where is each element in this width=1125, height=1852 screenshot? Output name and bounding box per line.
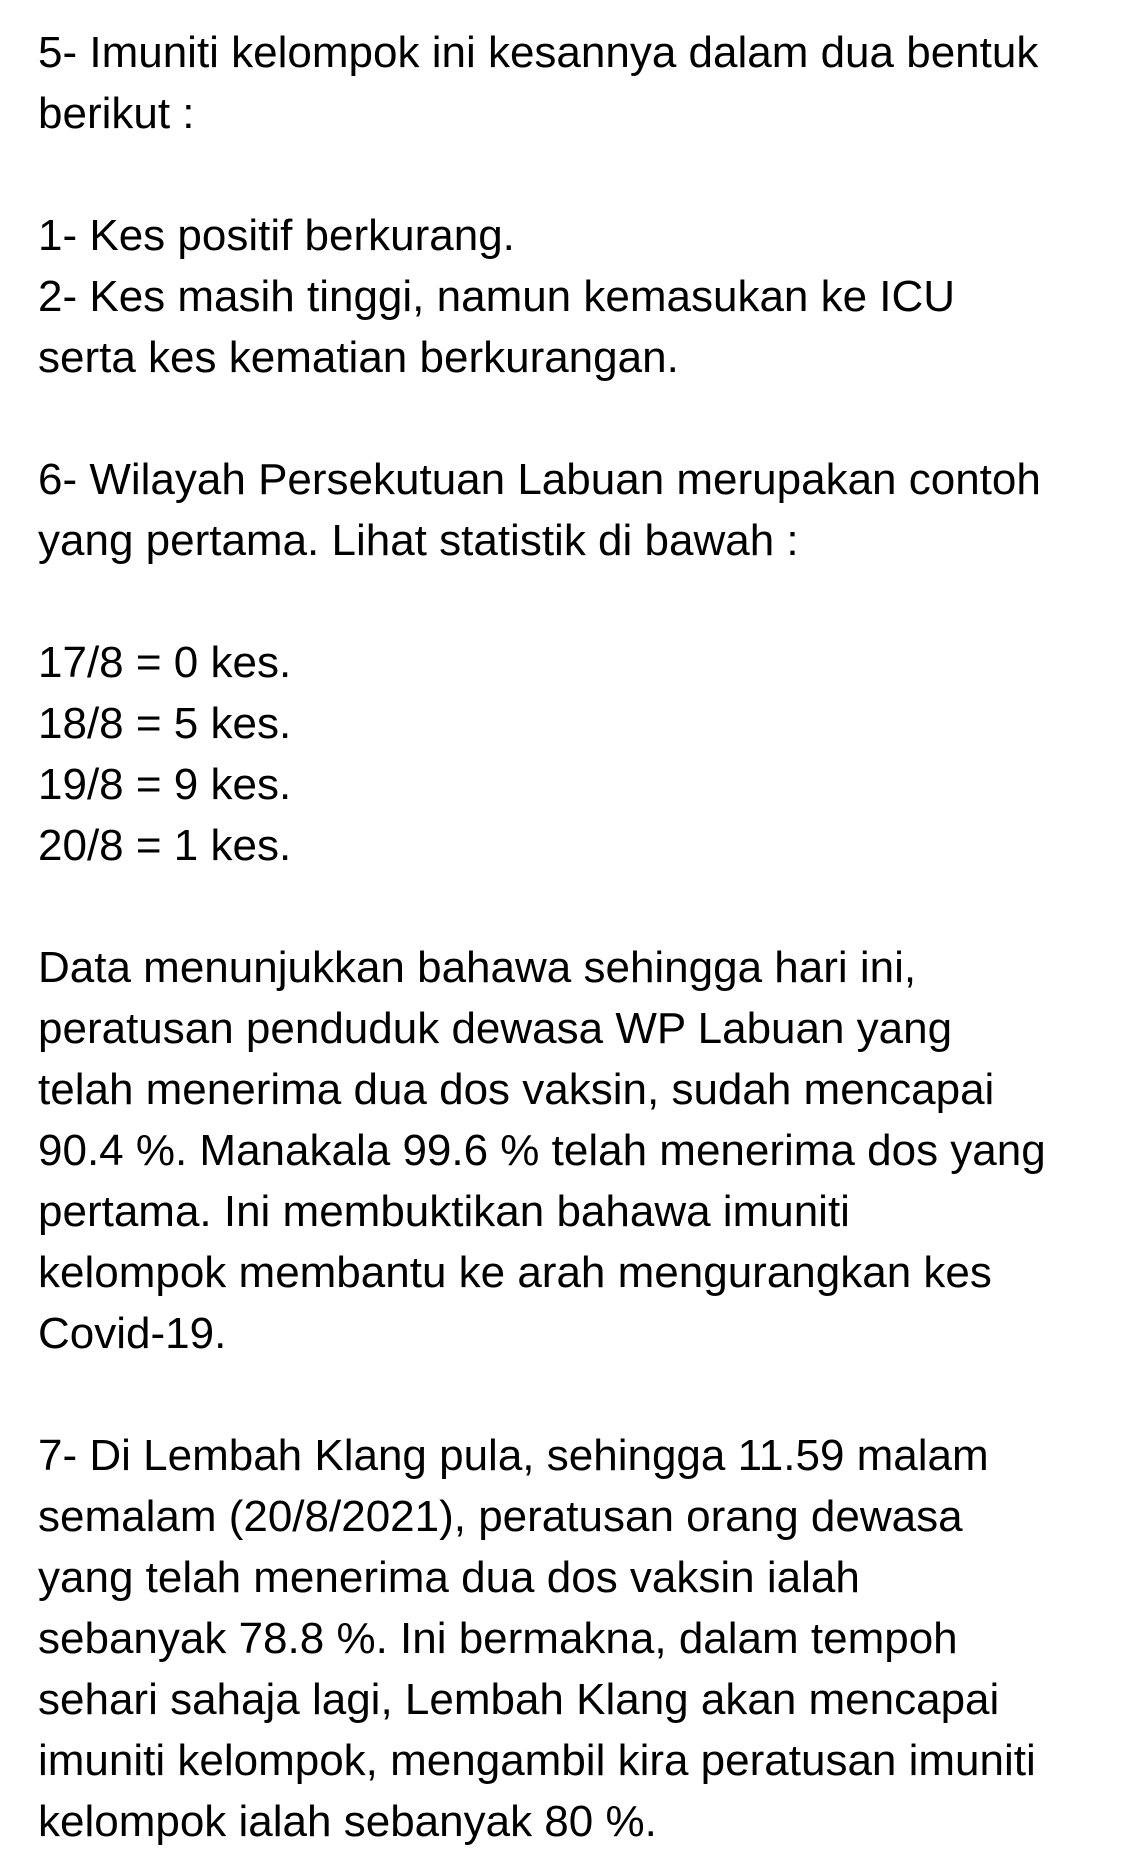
text-line: 7- Di Lembah Klang pula, sehingga 11.59 malam [38, 1431, 989, 1480]
text-line: 1- Kes positif berkurang. [38, 211, 515, 260]
text-line: 90.4 %. Manakala 99.6 % telah menerima dos yang [38, 1126, 1046, 1175]
text-line: serta kes kematian berkurangan. [38, 333, 679, 382]
text-line: berikut : [38, 89, 195, 138]
document-body [38, 22, 1098, 1852]
text-line: yang telah menerima dua dos vaksin ialah [38, 1553, 860, 1602]
paragraph-point-6 [38, 449, 1098, 571]
statistic-line: 19/8 = 9 kes. [38, 760, 292, 809]
text-line: Data menunjukkan bahawa sehingga hari ini, [38, 943, 917, 992]
paragraph-gap [38, 388, 1098, 449]
paragraph-gap [38, 144, 1098, 205]
paragraph-point-5 [38, 22, 1098, 144]
text-line: imuniti kelompok, mengambil kira peratusan imuniti [38, 1736, 1036, 1785]
text-line: Covid-19. [38, 1309, 227, 1358]
text-line: kelompok ialah sebanyak 80 %. [38, 1797, 657, 1846]
text-line: 5- Imuniti kelompok ini kesannya dalam dua bentuk [38, 28, 1039, 77]
text-line: telah menerima dua dos vaksin, sudah mencapai [38, 1065, 995, 1114]
paragraph-labuan-data [38, 937, 1098, 1364]
text-line: sebanyak 78.8 %. Ini bermakna, dalam tempoh [38, 1614, 958, 1663]
paragraph-gap [38, 571, 1098, 632]
text-line: kelompok membantu ke arah mengurangkan kes [38, 1248, 992, 1297]
paragraph-point-7 [38, 1425, 1098, 1852]
text-line: yang pertama. Lihat statistik di bawah : [38, 516, 799, 565]
text-line: 2- Kes masih tinggi, namun kemasukan ke ICU [38, 272, 956, 321]
statistic-line: 20/8 = 1 kes. [38, 821, 292, 870]
text-line: pertama. Ini membuktikan bahawa imuniti [38, 1187, 850, 1236]
paragraph-gap [38, 1364, 1098, 1425]
text-line: semalam (20/8/2021), peratusan orang dewasa [38, 1492, 963, 1541]
statistic-line: 18/8 = 5 kes. [38, 699, 292, 748]
paragraph-statistics [38, 632, 1098, 876]
text-line: peratusan penduduk dewasa WP Labuan yang [38, 1004, 953, 1053]
paragraph-gap [38, 876, 1098, 937]
text-line: sehari sahaja lagi, Lembah Klang akan mencapai [38, 1675, 1000, 1724]
text-line: 6- Wilayah Persekutuan Labuan merupakan contoh [38, 455, 1041, 504]
statistic-line: 17/8 = 0 kes. [38, 638, 292, 687]
paragraph-list-effects [38, 205, 1098, 388]
